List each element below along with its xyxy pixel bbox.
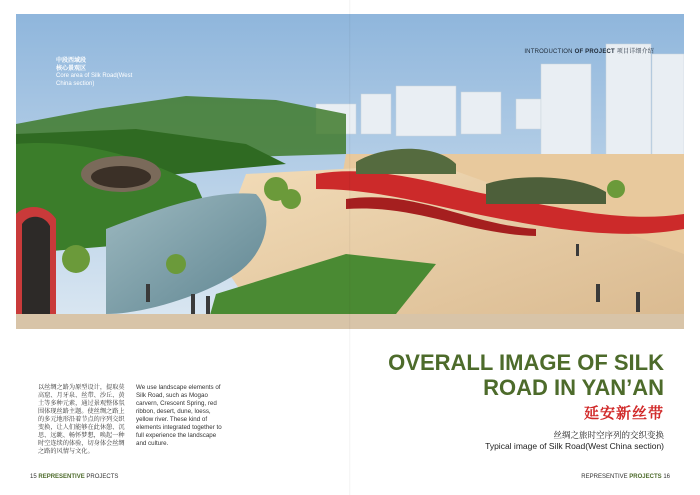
subtitle-zh: 丝绸之旅时空序列的交织变换 xyxy=(553,430,664,440)
page-title-line2: ROAD IN YAN’AN xyxy=(483,375,664,400)
section-tag-prefix: INTRODUCTION xyxy=(524,49,575,55)
folio-right-bold: PROJECTS xyxy=(629,474,662,480)
page-title-zh: 延安新丝带 xyxy=(583,405,664,422)
page-number-left: 15 xyxy=(30,474,37,480)
page-title xyxy=(364,350,664,400)
folio-right xyxy=(581,474,670,480)
section-tag xyxy=(524,46,654,55)
hero-caption-zh: 中段西域段 核心景观区 xyxy=(56,58,87,72)
section-tag-bold: OF PROJECT xyxy=(574,49,615,55)
subtitle-en: Typical image of Silk Road(West China section) xyxy=(485,441,664,451)
page-number-right: 16 xyxy=(663,474,670,480)
hero-caption-en: Core area of Silk Road(West China section) xyxy=(56,73,133,87)
section-tag-zh: 项目详细介绍 xyxy=(614,49,654,55)
folio-right-pre: REPRESENTIVE xyxy=(581,474,630,480)
page-gutter xyxy=(349,0,351,495)
page-title-line1: OVERALL IMAGE OF SILK xyxy=(388,350,664,375)
folio-left xyxy=(30,474,118,480)
hero-caption xyxy=(56,58,136,88)
body-text-en: We use landscape elements of Silk Road, such as Mogao carvern, Crescent Spring, red ribbon, desert, dune, loess, yellow river. These kind of elements integrated together to full experience the landscape and culture. xyxy=(136,384,222,447)
body-text-zh: 以丝绸之路为原型设计，提取莫高窟、月牙泉、丝带、沙丘、黄土等多种元素，通过景观整体氛围体现丝路主题。使丝绸之路上的多元地形沿着节点的序列交织变换，让人们能够在此休憩、沉思、远眺、畅怀梦想，唤起一种时空连续的体验，切身体会丝绸之路的风情与文化。 xyxy=(38,384,125,455)
folio-left-bold: REPRESENTIVE xyxy=(38,474,85,480)
folio-left-rest: PROJECTS xyxy=(84,474,119,480)
subtitle xyxy=(485,430,664,452)
